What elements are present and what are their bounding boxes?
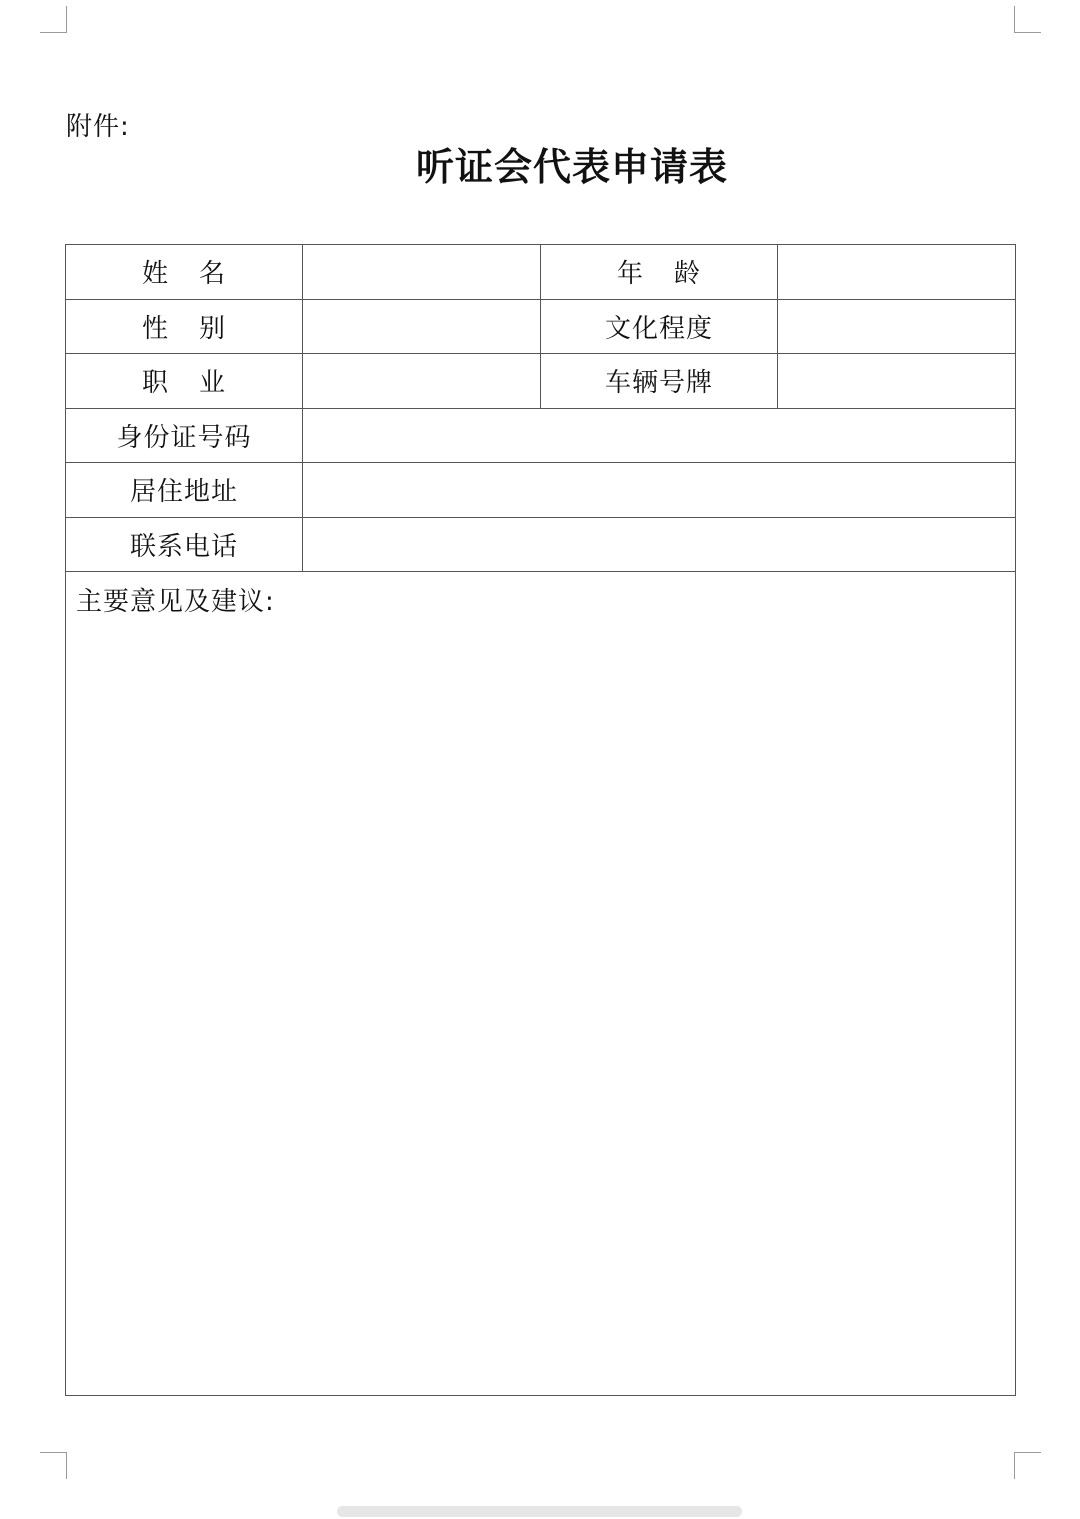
label-opinion: 主要意见及建议:: [76, 587, 275, 617]
occupation-field[interactable]: [303, 354, 541, 409]
label-id-number: 身份证号码: [66, 408, 303, 463]
id-number-field[interactable]: [303, 408, 1016, 463]
crop-mark-bottom-left: [40, 1452, 67, 1479]
license-plate-field[interactable]: [778, 354, 1016, 409]
label-phone: 联系电话: [66, 517, 303, 572]
age-field[interactable]: [778, 245, 1016, 300]
form-row-occupation-plate: [66, 354, 1016, 409]
horizontal-scrollbar[interactable]: [337, 1506, 742, 1517]
label-license-plate: 车辆号牌: [541, 354, 778, 409]
crop-mark-bottom-right: [1014, 1452, 1041, 1479]
label-address: 居住地址: [66, 463, 303, 518]
opinion-field[interactable]: [66, 572, 1016, 1396]
label-age: 年 龄: [541, 245, 778, 300]
name-field[interactable]: [303, 245, 541, 300]
form-row-id-number: [66, 408, 1016, 463]
form-row-opinion: [66, 572, 1016, 1396]
phone-field[interactable]: [303, 517, 1016, 572]
application-form-table: [65, 244, 1016, 1396]
form-row-gender-education: [66, 299, 1016, 354]
attachment-label: 附件:: [66, 112, 130, 142]
crop-mark-top-right: [1014, 6, 1041, 33]
education-field[interactable]: [778, 299, 1016, 354]
form-row-address: [66, 463, 1016, 518]
gender-field[interactable]: [303, 299, 541, 354]
label-education: 文化程度: [541, 299, 778, 354]
form-row-phone: [66, 517, 1016, 572]
crop-mark-top-left: [40, 6, 67, 33]
address-field[interactable]: [303, 463, 1016, 518]
label-occupation: 职 业: [66, 354, 303, 409]
label-gender: 性 别: [66, 299, 303, 354]
form-row-name-age: [66, 245, 1016, 300]
document-title: 听证会代表申请表: [415, 145, 728, 189]
label-name: 姓 名: [66, 245, 303, 300]
